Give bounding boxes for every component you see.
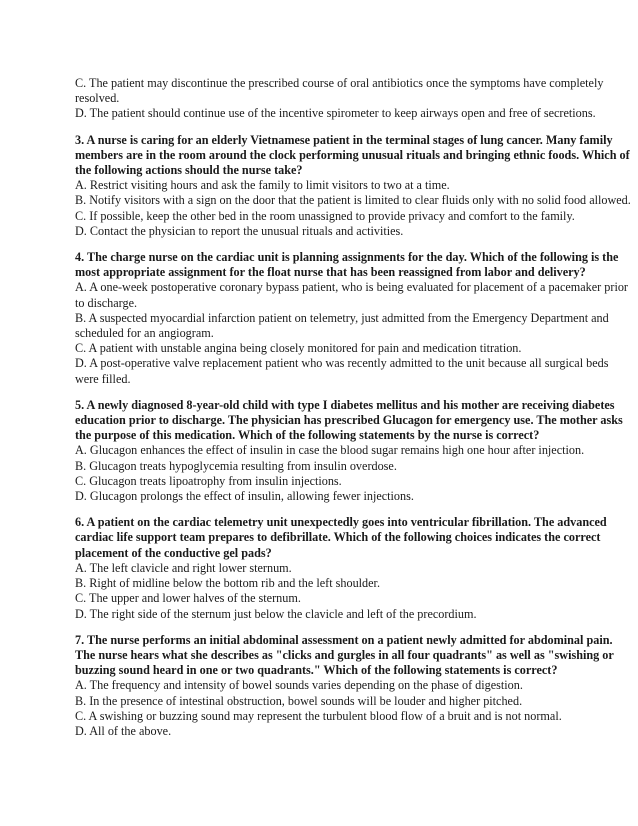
question-stem-line: cardiac life support team prepares to defibrillate. Which of the following choices indicates the correct [75,530,601,545]
answer-option-a-cont: to discharge. [75,295,138,310]
answer-option-c: C. The upper and lower halves of the sternum. [75,591,301,606]
answer-option-a: A. Glucagon enhances the effect of insulin in case the blood sugar remains high one hour after injection. [75,443,585,458]
answer-option-b: B. A suspected myocardial infarction patient on telemetry, just admitted from the Emergency Department and [75,310,609,325]
question-stem-line: 4. The charge nurse on the cardiac unit is planning assignments for the day. Which of the following is the [75,250,619,265]
question-5 [75,398,638,504]
question-stem-line: placement of the conductive gel pads? [75,545,272,560]
answer-option-b: B. Notify visitors with a sign on the door that the patient is limited to clear fluids only with no solid food allowed. [75,193,631,208]
answer-option-d: D. Contact the physician to report the unusual rituals and activities. [75,223,404,238]
page-content [75,76,638,739]
answer-option-c: C. A swishing or buzzing sound may represent the turbulent blood flow of a bruit and is not normal. [75,708,562,723]
option-line: C. The patient may discontinue the prescribed course of oral antibiotics once the symptoms have completely [75,76,604,90]
answer-option-a: A. The frequency and intensity of bowel sounds varies depending on the phase of digestion. [75,678,523,693]
question-stem-line: 7. The nurse performs an initial abdominal assessment on a patient newly admitted for abdominal pain. [75,632,613,647]
question-stem-line: members are in the room around the clock performing unusual rituals and bringing ethnic foods. Which of [75,147,630,162]
answer-option-b: B. Glucagon treats hypoglycemia resulting from insulin overdose. [75,458,397,473]
question-stem-line: buzzing sound heard in one or two quadrants." Which of the following statements is correct? [75,663,558,678]
question-stem-line: The nurse hears what she describes as "clicks and gurgles in all four quadrants" as well as "swishing or [75,647,614,662]
question-7 [75,633,638,739]
question-3 [75,133,638,239]
answer-option-d: D. Glucagon prolongs the effect of insulin, allowing fewer injections. [75,489,414,504]
answer-option-d-cont: were filled. [75,371,131,386]
option-line: D. The patient should continue use of the incentive spirometer to keep airways open and free of secretions. [75,106,596,121]
answer-option-d: D. The right side of the sternum just below the clavicle and left of the precordium. [75,606,477,621]
question-6 [75,515,638,621]
answer-option-a: A. Restrict visiting hours and ask the family to limit visitors to two at a time. [75,178,450,193]
answer-option-a: A. The left clavicle and right lower sternum. [75,560,292,575]
question-stem-line: 3. A nurse is caring for an elderly Vietnamese patient in the terminal stages of lung cancer. Many family [75,132,613,147]
answer-option-d: D. A post-operative valve replacement patient who was recently admitted to the unit because all surgical beds [75,356,609,371]
answer-option-b: B. In the presence of intestinal obstruction, bowel sounds will be louder and higher pitched. [75,693,523,708]
question-stem-line: the following actions should the nurse take? [75,163,303,178]
question-stem-line: 6. A patient on the cardiac telemetry unit unexpectedly goes into ventricular fibrillation. The advanced [75,515,607,530]
answer-option-a: A. A one-week postoperative coronary bypass patient, who is being evaluated for placement of a pacemaker prior [75,280,628,295]
answer-option-c: C. Glucagon treats lipoatrophy from insulin injections. [75,473,342,488]
question-4 [75,250,638,387]
answer-option-b-cont: scheduled for an angiogram. [75,326,214,341]
previous-question-fragment [75,76,638,122]
question-stem-line: the purpose of this medication. Which of the following statements by the nurse is correct? [75,428,540,443]
question-stem-line: 5. A newly diagnosed 8-year-old child with type I diabetes mellitus and his mother are receiving diabetes [75,397,615,412]
answer-option-b: B. Right of midline below the bottom rib and the left shoulder. [75,576,380,591]
question-stem-line: most appropriate assignment for the float nurse that has been reassigned from labor and delivery? [75,265,586,280]
answer-option-c: C. A patient with unstable angina being closely monitored for pain and medication titration. [75,341,522,356]
question-stem-line: education prior to discharge. The physician has prescribed Glucagon for emergency use. The mother asks [75,413,623,428]
answer-option-d: D. All of the above. [75,723,172,738]
answer-option-c: C. If possible, keep the other bed in the room unassigned to provide privacy and comfort to the family. [75,208,575,223]
option-line: resolved. [75,91,120,106]
